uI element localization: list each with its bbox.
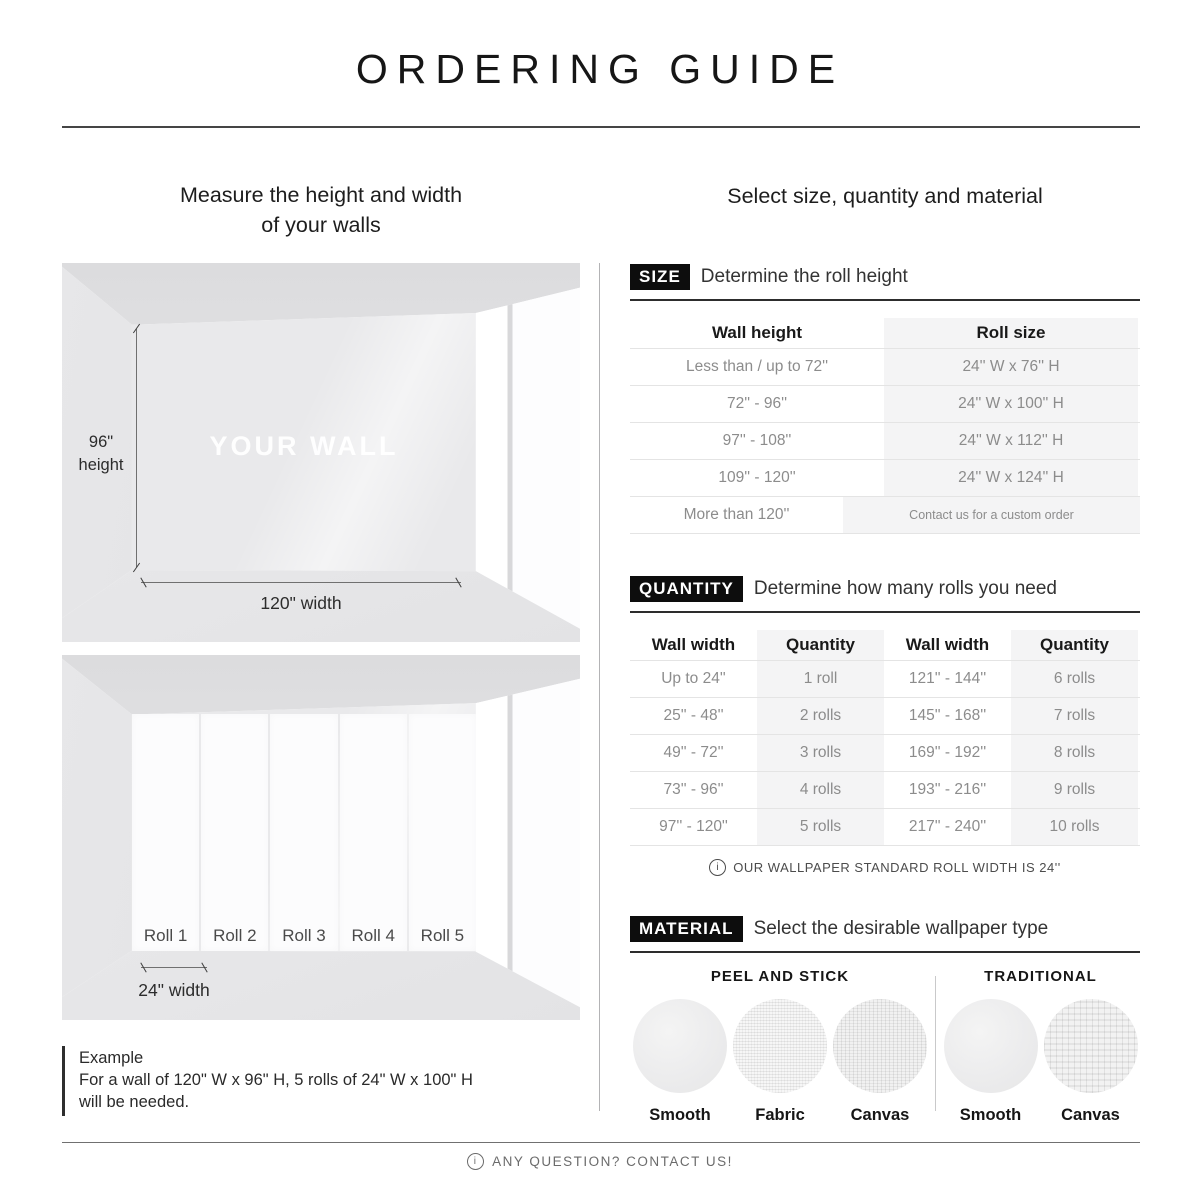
swatch-label: Smooth [959,1106,1022,1124]
width-measure-line [141,582,461,583]
left-heading-line2: of your walls [261,213,381,237]
swatch-row [941,999,1140,1125]
material-groups [630,968,1140,1125]
table-row: Up to 24'' 1 roll 121'' - 144'' 6 rolls [630,661,1140,698]
footer [0,1153,1200,1170]
fabric-texture-swatch [733,999,827,1093]
right-column-heading: Select size, quantity and material [727,184,1043,208]
swatch-canvas [1043,999,1139,1125]
example-block [62,1046,473,1116]
material-group-divider [935,976,936,1111]
roll-panel [132,714,199,951]
quantity-table [630,630,1140,846]
swatch-smooth [632,999,728,1125]
swatch-label: Canvas [850,1106,910,1124]
material-badge: MATERIAL [630,916,743,942]
roll-label: Roll 1 [143,926,188,945]
group-name: PEEL AND STICK [710,968,850,985]
swatch-fabric [732,999,828,1125]
roll-panel [201,714,268,951]
canvas-texture-swatch [1044,999,1138,1093]
table-row: Less than / up to 72'' 24'' W x 76'' H [630,349,1140,386]
quantity-table-header [630,630,1140,661]
col-wall-width-2: Wall width [905,635,990,654]
roll-panel [409,714,476,951]
room-illustration-measure [62,263,580,642]
roll-panel [340,714,407,951]
left-column-heading [62,180,580,240]
col-wall-height: Wall height [711,323,803,342]
column-divider [599,263,600,1111]
roll-label: Roll 2 [213,926,257,945]
size-table-body [630,349,1140,534]
roll-width-label: 24" width [138,980,210,1000]
size-table [630,318,1140,534]
table-row: More than 120'' Contact us for a custom order [630,497,1140,534]
roll-panel [270,714,337,951]
col-quantity-2: Quantity [1011,630,1138,660]
example-title: Example [79,1049,144,1067]
swatch-row [630,999,930,1125]
size-table-header [630,318,1140,349]
table-row: 72'' - 96'' 24'' W x 100'' H [630,386,1140,423]
roll-width-note [630,859,1140,876]
footer-divider [62,1142,1140,1143]
col-wall-width-1: Wall width [651,635,736,654]
table-row: 25'' - 48'' 2 rolls 145'' - 168'' 7 rolls [630,698,1140,735]
roll-panels [132,714,476,951]
page-title: ORDERING GUIDE [355,46,845,92]
roll-label: Roll 3 [282,926,326,945]
roll-label: Roll 4 [351,926,395,945]
info-icon: i [467,1153,484,1170]
note-text: OUR WALLPAPER STANDARD ROLL WIDTH IS 24'' [733,860,1061,875]
quantity-subtitle: Determine how many rolls you need [753,578,1057,599]
footer-text: ANY QUESTION? CONTACT US! [492,1154,733,1169]
example-line1: For a wall of 120" W x 96" H, 5 rolls of 24" W x 100" H [79,1071,473,1089]
col-roll-size: Roll size [884,318,1138,348]
room-illustration-rolls [62,655,580,1020]
wall-width-label: 120" width [260,593,342,613]
wall-height-label: 96" height [78,433,124,474]
table-row: 97'' - 120'' 5 rolls 217'' - 240'' 10 rolls [630,809,1140,846]
quantity-section [630,576,1140,876]
size-badge: SIZE [630,264,690,290]
roll-width-measure-line [141,967,207,968]
smooth-texture-swatch [633,999,727,1093]
group-peel-and-stick [630,968,930,1125]
col-quantity-1: Quantity [757,630,884,660]
info-icon: i [709,859,726,876]
quantity-table-body [630,661,1140,846]
quantity-section-header [630,576,1140,613]
size-subtitle: Determine the roll height [700,266,908,287]
size-section-header [630,264,1140,301]
swatch-canvas [832,999,928,1125]
group-name: TRADITIONAL [984,968,1097,985]
swatch-label: Smooth [649,1106,711,1124]
material-section [630,916,1140,1125]
canvas-texture-swatch [833,999,927,1093]
swatch-label: Canvas [1061,1106,1120,1124]
table-row: 49'' - 72'' 3 rolls 169'' - 192'' 8 rolls [630,735,1140,772]
smooth-texture-swatch [944,999,1038,1093]
left-heading-line1: Measure the height and width [179,183,463,207]
top-divider [62,126,1140,128]
table-row: 109'' - 120'' 24'' W x 124'' H [630,460,1140,497]
material-section-header [630,916,1140,953]
table-row: 73'' - 96'' 4 rolls 193'' - 216'' 9 rolls [630,772,1140,809]
example-line2: will be needed. [79,1093,190,1111]
swatch-smooth [943,999,1039,1125]
swatch-label: Fabric [755,1106,805,1124]
table-row: 97'' - 108'' 24'' W x 112'' H [630,423,1140,460]
group-traditional [941,968,1140,1125]
your-wall-label: YOUR WALL [209,431,399,461]
material-subtitle: Select the desirable wallpaper type [753,918,1049,939]
quantity-badge: QUANTITY [630,576,743,602]
roll-label: Roll 5 [420,926,465,945]
size-section [630,264,1140,534]
